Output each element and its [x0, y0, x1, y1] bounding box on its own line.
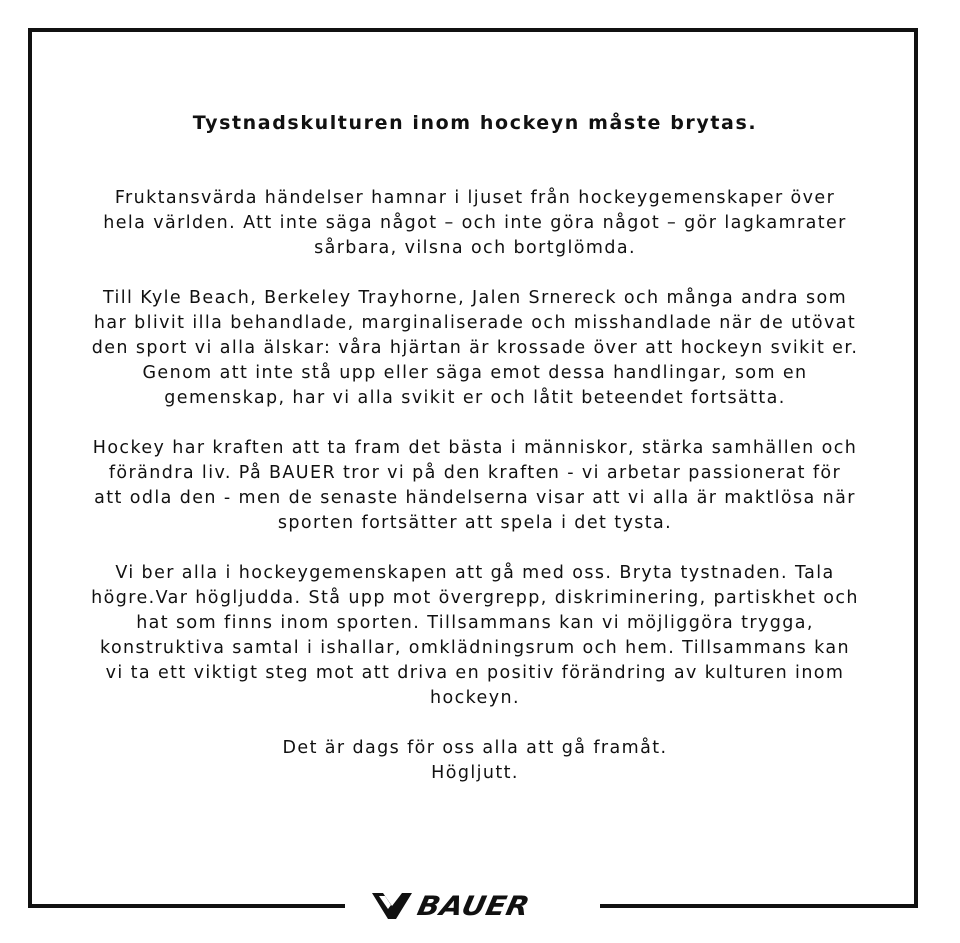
paragraph-line: sporten fortsätter att spela i det tysta. — [277, 513, 673, 533]
paragraph-3 — [60, 436, 890, 536]
closing-lines — [60, 736, 890, 786]
paragraph-line: högre.Var högljudda. Stå upp mot övergrepp, diskriminering, partiskhet och — [91, 588, 859, 608]
closing-signoff: Högljutt. — [431, 763, 519, 783]
statement-content — [60, 108, 890, 786]
paragraph-line: har blivit illa behandlade, marginaliserade och misshandlade när de utövat — [93, 313, 857, 333]
paragraph-line: Fruktansvärda händelser hamnar i ljuset från hockeygemenskaper över — [114, 188, 836, 208]
paragraph-2 — [60, 286, 890, 411]
closing-line: Det är dags för oss alla att gå framåt. — [282, 738, 668, 758]
paragraph-line: hockeyn. — [430, 688, 520, 708]
paragraph-line: Till Kyle Beach, Berkeley Trayhorne, Jalen Srnereck och många andra som — [102, 288, 848, 308]
paragraph-line: Hockey har kraften att ta fram det bästa i människor, stärka samhällen och — [92, 438, 858, 458]
paragraph-line: vi ta ett viktigt steg mot att driva en positiv förändring av kulturen inom — [105, 663, 845, 683]
paragraph-line: förändra liv. På BAUER tror vi på den kraften - vi arbetar passionerat för — [108, 463, 842, 483]
paragraph-line: hat som finns inom sporten. Tillsammans kan vi möjliggöra trygga, — [136, 613, 814, 633]
paragraph-line: sårbara, vilsna och bortglömda. — [314, 238, 636, 258]
paragraph-line: konstruktiva samtal i ishallar, omklädningsrum och hem. Tillsammans kan — [100, 638, 850, 658]
bauer-flying-v-icon — [370, 890, 414, 922]
paragraph-line: att odla den - men de senaste händelserna visar att vi alla är maktlösa när — [94, 488, 856, 508]
statement-headline: Tystnadskulturen inom hockeyn måste brytas. — [192, 112, 758, 134]
bauer-wordmark: BAUER — [414, 890, 533, 922]
paragraph-line: Genom att inte stå upp eller säga emot dessa handlingar, som en — [142, 363, 808, 383]
bauer-logo — [370, 886, 576, 926]
paragraph-line: den sport vi alla älskar: våra hjärtan är krossade över att hockeyn svikit er. — [91, 338, 859, 358]
paragraph-line: Vi ber alla i hockeygemenskapen att gå med oss. Bryta tystnaden. Tala — [115, 563, 835, 583]
paragraph-1 — [60, 186, 890, 261]
paragraph-4 — [60, 561, 890, 711]
paragraph-line: hela världen. Att inte säga något – och inte göra något – gör lagkamrater — [103, 213, 847, 233]
paragraph-line: gemenskap, har vi alla svikit er och låtit beteendet fortsätta. — [164, 388, 786, 408]
